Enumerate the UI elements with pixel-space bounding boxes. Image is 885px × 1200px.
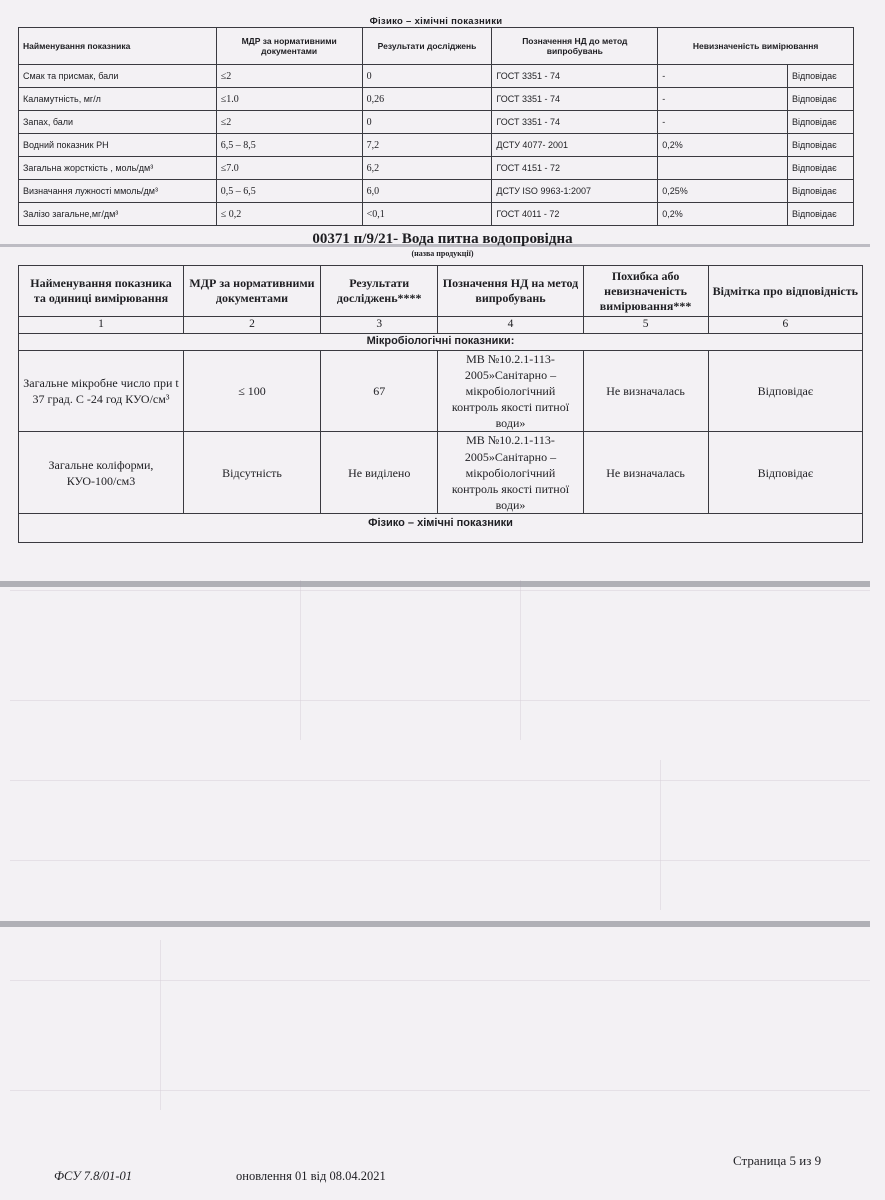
table-row <box>19 88 854 111</box>
table-header-row <box>19 28 854 65</box>
cell-name: Загальне мікробне число при t 37 град. С -24 год КУО/см³ <box>19 350 184 432</box>
section-row-phys <box>19 514 863 543</box>
header-name: Найменування показника <box>19 28 217 65</box>
table-row <box>19 350 863 432</box>
header-uncertainty: Невизначеність вимірювання <box>658 28 854 65</box>
table-row <box>19 111 854 134</box>
cell-mark: Відповідає <box>708 432 862 514</box>
cell-result: Не виділено <box>321 432 438 514</box>
cell-result: <0,1 <box>362 203 492 226</box>
cell-mark: Відповідає <box>788 203 854 226</box>
cell-mdr: ≤1.0 <box>216 88 362 111</box>
header-name: Найменування показника та одиниці вимірювання <box>19 266 184 317</box>
cell-result: 6,0 <box>362 180 492 203</box>
cell-name: Загальне коліформи, КУО-100/см3 <box>19 432 184 514</box>
cell-mdr: ≤ 0,2 <box>216 203 362 226</box>
cell-mark: Відповідає <box>788 180 854 203</box>
column-number: 1 <box>19 317 184 334</box>
header-uncertainty: Похибка або невизначеність вимірювання*** <box>583 266 708 317</box>
column-number-row <box>19 317 863 334</box>
column-number: 4 <box>438 317 583 334</box>
bleed-line <box>300 580 301 740</box>
product-subtitle: (назва продукції) <box>411 249 474 258</box>
cell-uncertainty: 0,2% <box>658 134 788 157</box>
cell-method: ГОСТ 4151 - 72 <box>492 157 658 180</box>
phys-chem-table <box>18 27 854 226</box>
bleed-line <box>10 780 870 781</box>
table-header-row <box>19 266 863 317</box>
cell-mdr: 0,5 – 6,5 <box>216 180 362 203</box>
cell-mark: Відповідає <box>708 350 862 432</box>
table-row <box>19 157 854 180</box>
cell-mark: Відповідає <box>788 88 854 111</box>
cell-method: МВ №10.2.1-113-2005»Санітарно – мікробіологічний контроль якості питної води» <box>438 350 583 432</box>
cell-method: ГОСТ 4011 - 72 <box>492 203 658 226</box>
cell-result: 7,2 <box>362 134 492 157</box>
revision-note: оновлення 01 від 08.04.2021 <box>236 1169 386 1183</box>
table-row <box>19 432 863 514</box>
cell-method: МВ №10.2.1-113-2005»Санітарно – мікробіологічний контроль якості питної води» <box>438 432 583 514</box>
cell-mdr: 6,5 – 8,5 <box>216 134 362 157</box>
column-number: 3 <box>321 317 438 334</box>
form-code: ФСУ 7.8/01-01 <box>54 1169 133 1183</box>
section-title-micro: Мікробіологічні показники: <box>19 333 863 350</box>
bleed-line <box>160 940 161 1110</box>
cell-method: ДСТУ ISO 9963-1:2007 <box>492 180 658 203</box>
header-mdr: МДР за нормативними документами <box>216 28 362 65</box>
micro-table <box>18 265 863 543</box>
header-mdr: МДР за нормативними документами <box>183 266 320 317</box>
cell-result: 0,26 <box>362 88 492 111</box>
cell-uncertainty: - <box>658 111 788 134</box>
bleed-line <box>10 1090 870 1091</box>
table-row <box>19 134 854 157</box>
cell-result: 6,2 <box>362 157 492 180</box>
scan-band <box>0 581 870 587</box>
cell-name: Водний показник РН <box>19 134 217 157</box>
cell-mark: Відповідає <box>788 134 854 157</box>
bleed-line <box>10 860 870 861</box>
product-title: 00371 п/9/21- Вода питна водопровідна <box>312 231 573 247</box>
header-method: Позначення НД до метод випробувань <box>492 28 658 65</box>
cell-method: ДСТУ 4077- 2001 <box>492 134 658 157</box>
cell-mdr: ≤2 <box>216 65 362 88</box>
table-row <box>19 180 854 203</box>
column-number: 2 <box>183 317 320 334</box>
bleed-line <box>10 980 870 981</box>
cell-mark: Відповідає <box>788 65 854 88</box>
cell-mdr: Відсутність <box>183 432 320 514</box>
header-result: Результати досліджень <box>362 28 492 65</box>
header-result: Результати досліджень**** <box>321 266 438 317</box>
cell-method: ГОСТ 3351 - 74 <box>492 65 658 88</box>
column-number: 5 <box>583 317 708 334</box>
cell-mdr: ≤2 <box>216 111 362 134</box>
column-number: 6 <box>708 317 862 334</box>
cell-uncertainty: - <box>658 65 788 88</box>
cell-mark: Відповідає <box>788 157 854 180</box>
cell-result: 0 <box>362 65 492 88</box>
bleed-line <box>520 580 521 740</box>
cell-uncertainty: Не визначалась <box>583 350 708 432</box>
bleed-line <box>10 590 870 591</box>
cell-uncertainty: - <box>658 88 788 111</box>
table-row <box>19 65 854 88</box>
section-title-phys-chem: Фізико – хімічні показники <box>369 16 503 27</box>
cell-name: Залізо загальне,мг/дм³ <box>19 203 217 226</box>
cell-mdr: ≤ 100 <box>183 350 320 432</box>
cell-name: Запах, бали <box>19 111 217 134</box>
cell-name: Загальна жорсткість , моль/дм³ <box>19 157 217 180</box>
header-mark: Відмітка про відповідність <box>708 266 862 317</box>
header-method: Позначення НД на метод випробувань <box>438 266 583 317</box>
cell-name: Каламутність, мг/л <box>19 88 217 111</box>
scan-band <box>0 921 870 927</box>
cell-mdr: ≤7.0 <box>216 157 362 180</box>
bleed-line <box>10 700 870 701</box>
table-row <box>19 203 854 226</box>
cell-uncertainty: 0,2% <box>658 203 788 226</box>
bleed-line <box>660 760 661 910</box>
cell-uncertainty <box>658 157 788 180</box>
cell-method: ГОСТ 3351 - 74 <box>492 111 658 134</box>
cell-name: Визначання лужності ммоль/дм³ <box>19 180 217 203</box>
cell-uncertainty: 0,25% <box>658 180 788 203</box>
section-row-micro <box>19 333 863 350</box>
section-title-phys-chem-2: Фізико – хімічні показники <box>19 514 863 543</box>
cell-name: Смак та присмак, бали <box>19 65 217 88</box>
page-counter: Страница 5 из 9 <box>733 1153 822 1168</box>
cell-mark: Відповідає <box>788 111 854 134</box>
cell-result: 67 <box>321 350 438 432</box>
cell-uncertainty: Не визначалась <box>583 432 708 514</box>
cell-method: ГОСТ 3351 - 74 <box>492 88 658 111</box>
cell-result: 0 <box>362 111 492 134</box>
